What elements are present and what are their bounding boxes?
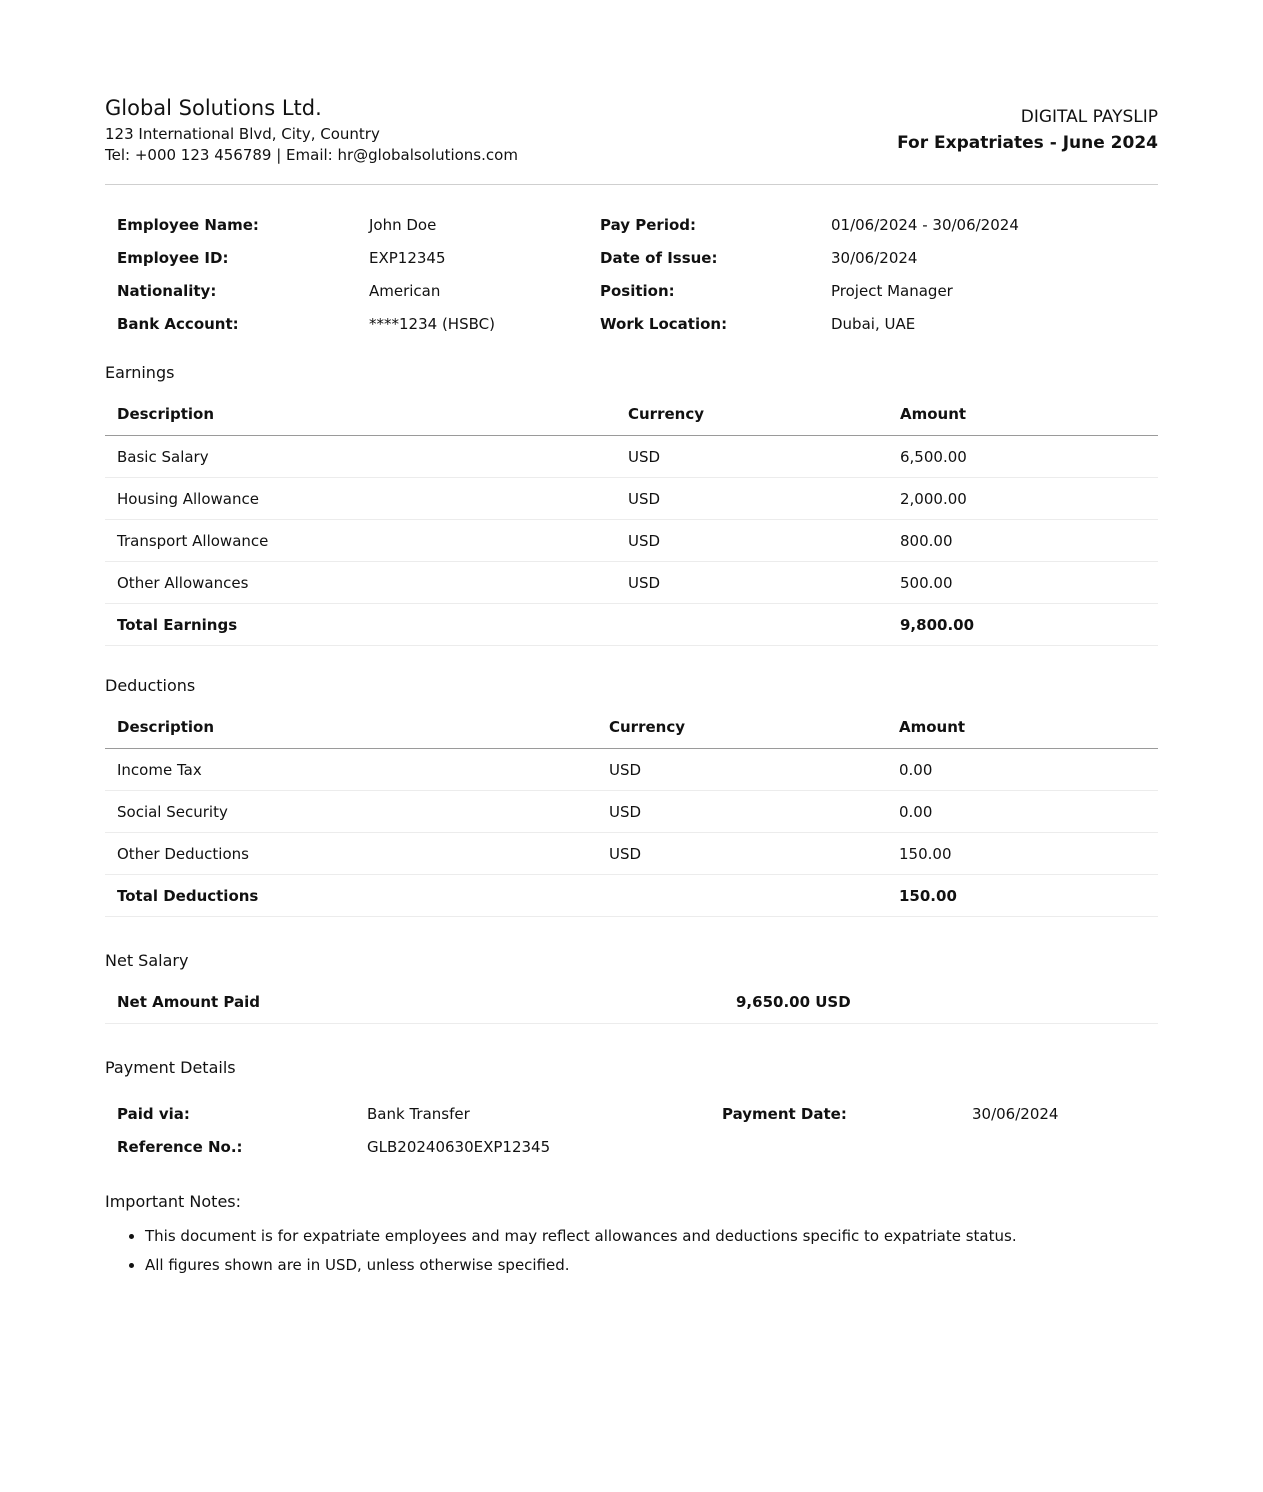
paid-via-value: Bank Transfer: [367, 1105, 470, 1123]
column-header-description: Description: [105, 706, 597, 749]
earning-amount: 6,500.00: [888, 436, 1158, 478]
company-contact: Tel: +000 123 456789 | Email: hr@globalsolutions.com: [105, 146, 518, 164]
table-row: [105, 791, 1158, 833]
company-name: Global Solutions Ltd.: [105, 96, 322, 120]
employee-name-value: John Doe: [369, 216, 437, 234]
deduction-currency: USD: [597, 833, 887, 875]
deduction-currency: USD: [597, 791, 887, 833]
document-subtitle: For Expatriates - June 2024: [897, 133, 1158, 153]
work-location-label: Work Location:: [600, 315, 728, 333]
payment-details-title: Payment Details: [105, 1058, 236, 1077]
column-header-description: Description: [105, 393, 616, 436]
earning-description: Other Allowances: [105, 562, 616, 604]
total-deductions-empty: [597, 875, 887, 917]
table-row: [105, 562, 1158, 604]
payslip-header: [105, 92, 1158, 185]
document-heading: [897, 104, 1158, 156]
deduction-amount: 0.00: [887, 749, 1158, 791]
deduction-description: Other Deductions: [105, 833, 597, 875]
deductions-table: [105, 706, 1158, 917]
deduction-description: Social Security: [105, 791, 597, 833]
deduction-amount: 0.00: [887, 791, 1158, 833]
employee-id-value: EXP12345: [369, 249, 446, 267]
deductions-total-row: [105, 875, 1158, 917]
payment-details-grid: [105, 1088, 1158, 1164]
employee-id-label: Employee ID:: [117, 249, 229, 267]
earnings-total-row: [105, 604, 1158, 646]
pay-period-value: 01/06/2024 - 30/06/2024: [831, 216, 1019, 234]
earning-currency: USD: [616, 562, 888, 604]
table-row: [105, 833, 1158, 875]
net-amount-label: Net Amount Paid: [117, 993, 261, 1011]
bank-account-label: Bank Account:: [117, 315, 239, 333]
earning-currency: USD: [616, 478, 888, 520]
work-location-value: Dubai, UAE: [831, 315, 916, 333]
earning-currency: USD: [616, 436, 888, 478]
employee-info: [105, 209, 1158, 349]
position-label: Position:: [600, 282, 675, 300]
company-address: 123 International Blvd, City, Country: [105, 125, 380, 143]
earnings-title: Earnings: [105, 363, 175, 382]
deduction-currency: USD: [597, 749, 887, 791]
net-salary-title: Net Salary: [105, 951, 189, 970]
deductions-title: Deductions: [105, 676, 196, 695]
net-salary-section: [105, 941, 1158, 1024]
earning-currency: USD: [616, 520, 888, 562]
earnings-header-row: [105, 393, 1158, 436]
table-row: [105, 436, 1158, 478]
net-amount-value: 9,650.00 USD: [736, 993, 851, 1011]
total-earnings-empty: [616, 604, 888, 646]
earnings-section: [105, 353, 1158, 646]
earning-amount: 800.00: [888, 520, 1158, 562]
column-header-amount: Amount: [887, 706, 1158, 749]
pay-period-label: Pay Period:: [600, 216, 696, 234]
issue-date-value: 30/06/2024: [831, 249, 918, 267]
reference-label: Reference No.:: [117, 1138, 243, 1156]
important-notes-section: [105, 1182, 1158, 1280]
nationality-label: Nationality:: [117, 282, 217, 300]
important-notes-title: Important Notes:: [105, 1192, 242, 1211]
earning-amount: 2,000.00: [888, 478, 1158, 520]
reference-value: GLB20240630EXP12345: [367, 1138, 551, 1156]
paid-via-label: Paid via:: [117, 1105, 190, 1123]
position-value: Project Manager: [831, 282, 953, 300]
nationality-value: American: [369, 282, 441, 300]
employee-name-label: Employee Name:: [117, 216, 259, 234]
deduction-amount: 150.00: [887, 833, 1158, 875]
earning-description: Transport Allowance: [105, 520, 616, 562]
table-row: [105, 478, 1158, 520]
payment-date-label: Payment Date:: [722, 1105, 847, 1123]
deductions-header-row: [105, 706, 1158, 749]
earning-description: Basic Salary: [105, 436, 616, 478]
list-item: • All figures shown are in USD, unless otherwise specified.: [145, 1251, 1158, 1280]
column-header-currency: Currency: [616, 393, 888, 436]
column-header-amount: Amount: [888, 393, 1158, 436]
payment-date-value: 30/06/2024: [972, 1105, 1059, 1123]
list-item: • This document is for expatriate employees and may reflect allowances and deductions specific to expatriate status.: [145, 1222, 1158, 1251]
earning-description: Housing Allowance: [105, 478, 616, 520]
document-title: DIGITAL PAYSLIP: [1020, 107, 1158, 127]
deduction-description: Income Tax: [105, 749, 597, 791]
bank-account-value: ****1234 (HSBC): [369, 315, 495, 333]
notes-list: [105, 1222, 1158, 1280]
earning-amount: 500.00: [888, 562, 1158, 604]
deductions-section: [105, 666, 1158, 917]
issue-date-label: Date of Issue:: [600, 249, 718, 267]
column-header-currency: Currency: [597, 706, 887, 749]
table-row: [105, 749, 1158, 791]
earnings-table: [105, 393, 1158, 646]
net-amount-row: [105, 981, 1158, 1024]
total-earnings-value: 9,800.00: [888, 604, 1158, 646]
payslip-page: [105, 0, 1158, 1280]
total-deductions-value: 150.00: [887, 875, 1158, 917]
total-deductions-label: Total Deductions: [105, 875, 597, 917]
total-earnings-label: Total Earnings: [105, 604, 616, 646]
table-row: [105, 520, 1158, 562]
payment-details-section: [105, 1048, 1158, 1164]
